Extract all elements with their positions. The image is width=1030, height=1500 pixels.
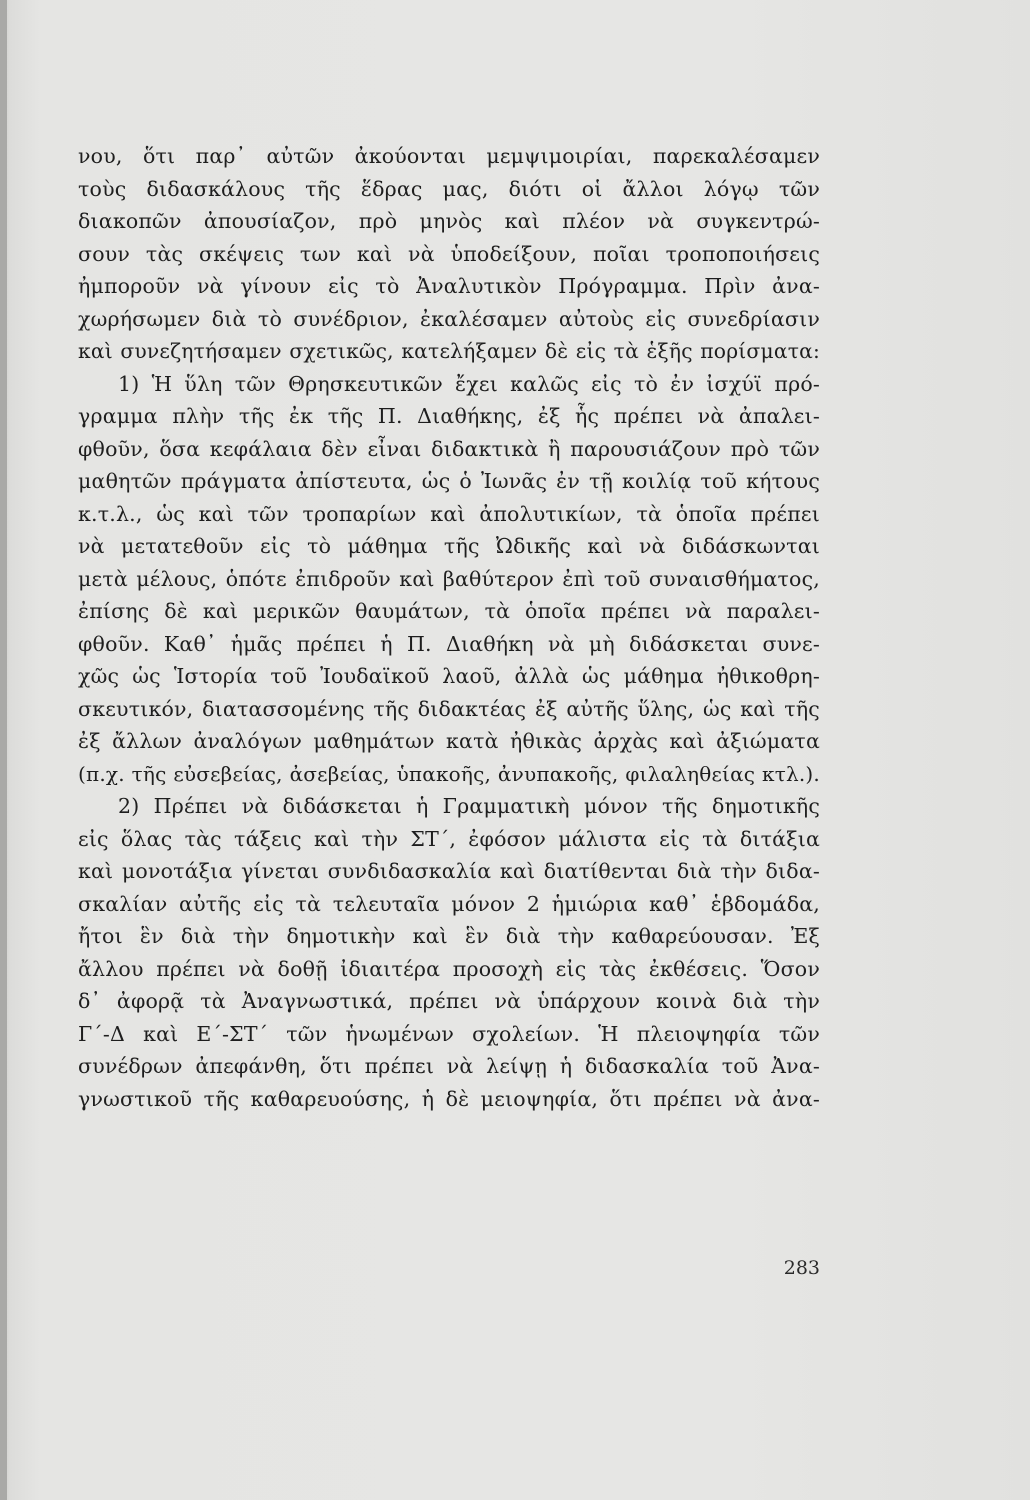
text-line: χωρήσωμεν διὰ τὸ συνέδριον, ἐκαλέσαμεν αὐτοὺς εἰς συνεδρίασιν: [78, 306, 820, 331]
text-line: σουν τὰς σκέψεις των καὶ νὰ ὑποδείξουν, ποῖαι τροποποιήσεις: [78, 241, 820, 266]
text-line: σκαλίαν αὐτῆς εἰς τὰ τελευταῖα μόνον 2 ἡμιώρια καθ᾽ ἑβδομάδα,: [78, 891, 820, 916]
text-line: φθοῦν. Καθ᾽ ἡμᾶς πρέπει ἡ Π. Διαθήκη νὰ μὴ διδάσκεται συνε-: [78, 631, 820, 656]
text-line: νὰ μετατεθοῦν εἰς τὸ μάθημα τῆς Ὠδικῆς καὶ νὰ διδάσκωνται: [78, 534, 820, 558]
text-line: καὶ μονοτάξια γίνεται συνδιδασκαλία καὶ διατίθενται διὰ τὴν διδα-: [78, 859, 820, 883]
text-line: ἄλλου πρέπει νὰ δοθῇ ἰδιαιτέρα προσοχὴ εἰς τὰς ἐκθέσεις. Ὅσον: [78, 956, 820, 981]
text-line: τοὺς διδασκάλους τῆς ἕδρας μας, διότι οἱ ἄλλοι λόγῳ τῶν: [78, 176, 820, 201]
text-line: φθοῦν, ὅσα κεφάλαια δὲν εἶναι διδακτικὰ ἢ παρουσιάζουν πρὸ τῶν: [78, 436, 820, 461]
text-line: ἤτοι ἓν διὰ τὴν δημοτικὴν καὶ ἓν διὰ τὴν καθαρεύουσαν. Ἐξ: [78, 924, 820, 948]
text-line: σκευτικόν, διατασσομένης τῆς διδακτέας ἐξ αὐτῆς ὕλης, ὡς καὶ τῆς: [78, 696, 820, 721]
text-line: μαθητῶν πράγματα ἀπίστευτα, ὡς ὁ Ἰωνᾶς ἐν τῇ κοιλίᾳ τοῦ κήτους: [78, 469, 820, 493]
text-line: Γ΄-Δ καὶ Ε΄-ΣΤ΄ τῶν ἡνωμένων σχολείων. Ἡ πλειοψηφία τῶν: [78, 1021, 820, 1046]
text-line: δ᾽ ἀφορᾷ τὰ Ἀναγνωστικά, πρέπει νὰ ὑπάρχουν κοινὰ διὰ τὴν: [78, 989, 820, 1013]
text-line: γραμμα πλὴν τῆς ἐκ τῆς Π. Διαθήκης, ἐξ ἧς πρέπει νὰ ἀπαλει-: [78, 404, 820, 428]
text-line: γνωστικοῦ τῆς καθαρευούσης, ἡ δὲ μειοψηφία, ὅτι πρέπει νὰ ἀνα-: [78, 1086, 820, 1111]
text-line: νου, ὅτι παρ᾽ αὐτῶν ἀκούονται μεμψιμοιρίαι, παρεκαλέσαμεν: [78, 144, 820, 168]
text-line: 1) Ἡ ὕλη τῶν Θρησκευτικῶν ἔχει καλῶς εἰς τὸ ἐν ἰσχύϊ πρό-: [118, 371, 820, 396]
page-number: 283: [783, 1257, 820, 1279]
text-line: συνέδρων ἀπεφάνθη, ὅτι πρέπει νὰ λείψῃ ἡ διδασκαλία τοῦ Ἀνα-: [78, 1054, 820, 1078]
body-text: [78, 140, 820, 1115]
text-line: ἠμποροῦν νὰ γίνουν εἰς τὸ Ἀναλυτικὸν Πρόγραμμα. Πρὶν ἀνα-: [78, 274, 820, 298]
text-line: μετὰ μέλους, ὁπότε ἐπιδροῦν καὶ βαθύτερον ἐπὶ τοῦ συναισθήματος,: [78, 566, 820, 591]
text-line: διακοπῶν ἀπουσίαζον, πρὸ μηνὸς καὶ πλέον νὰ συγκεντρώ-: [78, 209, 820, 233]
text-line: (π.χ. τῆς εὐσεβείας, ἀσεβείας, ὑπακοῆς, ἀνυπακοῆς, φιλαληθείας κτλ.).: [78, 761, 820, 786]
text-line: καὶ συνεζητήσαμεν σχετικῶς, κατελήξαμεν δὲ εἰς τὰ ἑξῆς πορίσματα:: [78, 339, 820, 363]
text-line: εἰς ὅλας τὰς τάξεις καὶ τὴν ΣΤ΄, ἐφόσον μάλιστα εἰς τὰ διτάξια: [78, 826, 820, 851]
text-line: χῶς ὡς Ἱστορία τοῦ Ἰουδαϊκοῦ λαοῦ, ἀλλὰ ὡς μάθημα ἠθικοθρη-: [78, 664, 820, 688]
text-line: κ.τ.λ., ὡς καὶ τῶν τροπαρίων καὶ ἀπολυτικίων, τὰ ὁποῖα πρέπει: [78, 501, 820, 526]
page-binding-edge: [0, 0, 7, 1500]
text-line: 2) Πρέπει νὰ διδάσκεται ἡ Γραμματικὴ μόνον τῆς δημοτικῆς: [118, 794, 820, 818]
text-line: ἐπίσης δὲ καὶ μερικῶν θαυμάτων, τὰ ὁποῖα πρέπει νὰ παραλει-: [78, 599, 820, 623]
text-line: ἐξ ἄλλων ἀναλόγων μαθημάτων κατὰ ἠθικὰς ἀρχὰς καὶ ἀξιώματα: [78, 729, 820, 753]
